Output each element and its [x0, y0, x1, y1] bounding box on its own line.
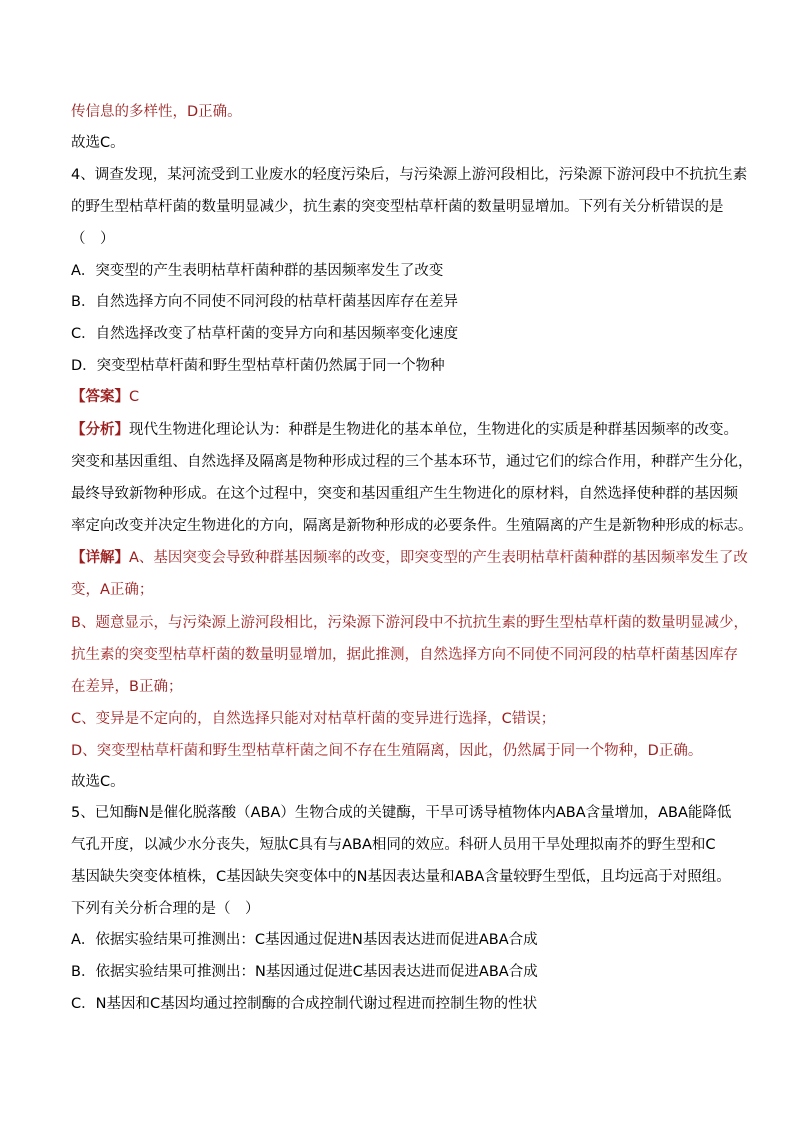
question-4-stem: 4、调查发现，某河流受到工业废水的轻度污染后，与污染源上游河段相比，污染源下游河段中不抗抗生素 — [71, 167, 748, 183]
option-b: B．依据实验结果可推测出：N基因通过促进C基因表达进而促进ABA合成 — [71, 964, 538, 980]
option-d: D．突变型枯草杆菌和野生型枯草杆菌仍然属于同一个物种 — [71, 358, 445, 374]
detail-line: 【详解】A、基因突变会导致种群基因频率的改变，即突变型的产生表明枯草杆菌种群的基因频率发生了改 — [71, 550, 748, 566]
question-5-stem: 5、已知酶N是催化脱落酸（ABA）生物合成的关键酶，干旱可诱导植物体内ABA含量增加，ABA能降低 — [71, 805, 732, 821]
text-line: 故选C。 — [71, 774, 125, 790]
text-line: 突变和基因重组、自然选择及隔离是物种形成过程的三个基本环节，通过它们的综合作用，种群产生分化， — [71, 454, 753, 470]
answer-line: 【答案】C — [71, 389, 140, 405]
text-line: 气孔开度，以减少水分丧失，短肽C具有与ABA相同的效应。科研人员用干旱处理拟南芥的野生型和C — [71, 837, 716, 853]
text-line: 故选C。 — [71, 135, 125, 151]
text-line: 下列有关分析合理的是（ ） — [71, 901, 260, 917]
text-line: 基因缺失突变体植株，C基因缺失突变体中的N基因表达量和ABA含量较野生型低，且均远高于对照组。 — [71, 869, 731, 885]
text-line: （ ） — [71, 231, 115, 247]
text-line: D、突变型枯草杆菌和野生型枯草杆菌之间不存在生殖隔离，因此，仍然属于同一个物种，D正确。 — [71, 743, 703, 759]
text-line: 在差异，B正确； — [71, 679, 183, 695]
answer-tag: 【答案】 — [71, 389, 129, 405]
text-line: 的野生型枯草杆菌的数量明显减少，抗生素的突变型枯草杆菌的数量明显增加。下列有关分析错误的是 — [71, 199, 724, 215]
option-c: C．自然选择改变了枯草杆菌的变异方向和基因频率变化速度 — [71, 326, 459, 342]
option-b: B．自然选择方向不同使不同河段的枯草杆菌基因库存在差异 — [71, 294, 458, 310]
option-a: A．突变型的产生表明枯草杆菌种群的基因频率发生了改变 — [71, 263, 444, 279]
text-line: 抗生素的突变型枯草杆菌的数量明显增加，据此推测，自然选择方向不同使不同河段的枯草杆菌基因库存 — [71, 647, 738, 663]
analysis-line: 【分析】现代生物进化理论认为：种群是生物进化的基本单位，生物进化的实质是种群基因频率的改变。 — [71, 422, 738, 438]
text-line: 传信息的多样性，D正确。 — [71, 104, 242, 120]
text-line: B、题意显示，与污染源上游河段相比，污染源下游河段中不抗抗生素的野生型枯草杆菌的数量明显减少， — [71, 615, 748, 631]
text-line: C、变异是不定向的，自然选择只能对对枯草杆菌的变异进行选择，C错误； — [71, 711, 556, 727]
option-c: C．N基因和C基因均通过控制酶的合成控制代谢过程进而控制生物的性状 — [71, 996, 538, 1012]
analysis-tag: 【分析】 — [71, 422, 129, 438]
option-a: A．依据实验结果可推测出：C基因通过促进N基因表达进而促进ABA合成 — [71, 932, 538, 948]
text-line: 变，A正确； — [71, 582, 154, 598]
text-line: 率定向改变并决定生物进化的方向，隔离是新物种形成的必要条件。生殖隔离的产生是新物种形成的标志。 — [71, 518, 753, 534]
text-line: 最终导致新物种形成。在这个过程中，突变和基因重组产生生物进化的原材料，自然选择使种群的基因频 — [71, 486, 738, 502]
detail-tag: 【详解】 — [71, 550, 129, 566]
